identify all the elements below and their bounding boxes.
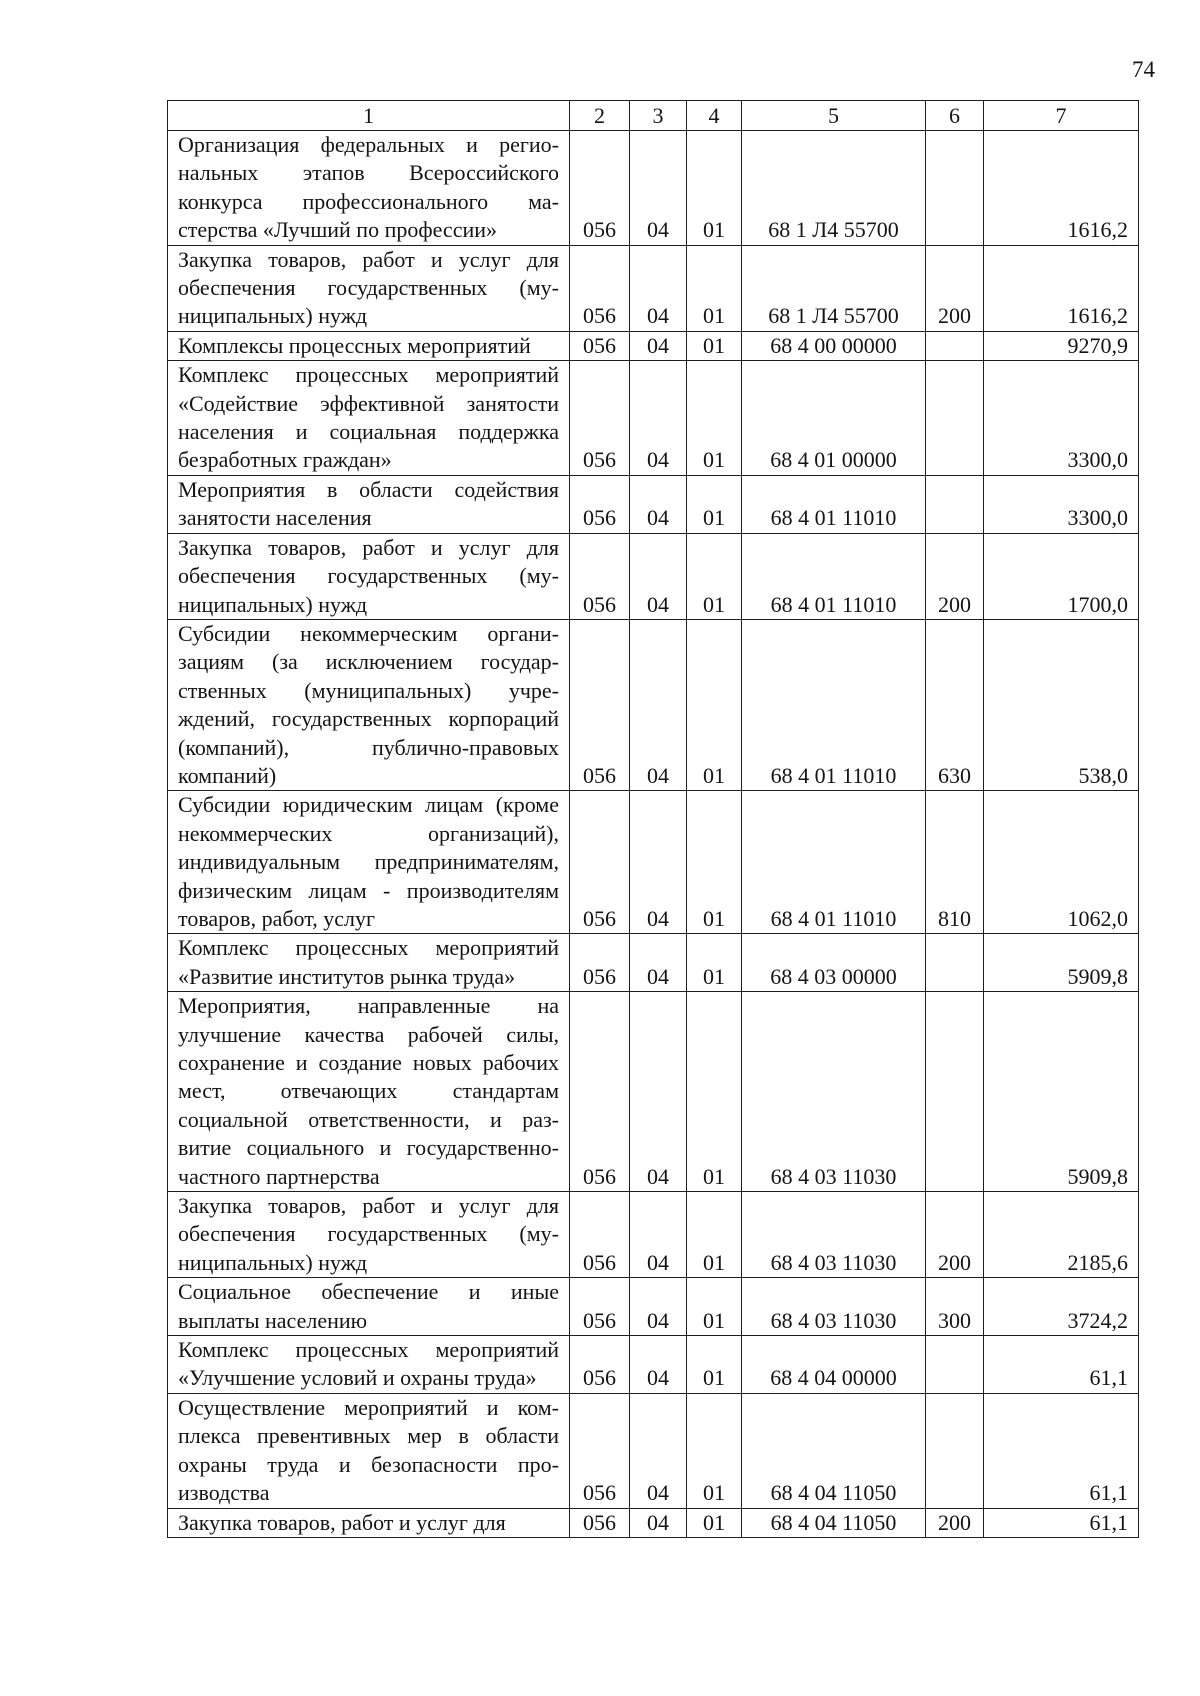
- row-vr-cell: [926, 361, 984, 476]
- row-rz-cell: 04: [630, 1508, 687, 1537]
- row-vr-cell: [926, 1336, 984, 1394]
- row-csr-cell: 68 4 01 00000: [742, 361, 926, 476]
- row-rz-cell: 04: [630, 1192, 687, 1278]
- row-rz-cell: 04: [630, 331, 687, 360]
- row-vr-cell: [926, 1393, 984, 1508]
- row-rz-cell: 04: [630, 619, 687, 790]
- row-sum-cell: 1616,2: [984, 131, 1139, 246]
- table-header-row: [168, 101, 1139, 131]
- row-vr-cell: 810: [926, 791, 984, 934]
- row-pr-cell: 01: [687, 245, 742, 331]
- row-ved-cell: 056: [570, 533, 630, 619]
- row-sum-cell: 61,1: [984, 1393, 1139, 1508]
- row-csr-cell: 68 1 Л4 55700: [742, 131, 926, 246]
- header-cell-2: 2: [570, 101, 630, 131]
- row-rz-cell: 04: [630, 1278, 687, 1336]
- row-ved-cell: 056: [570, 992, 630, 1192]
- row-vr-cell: [926, 934, 984, 992]
- row-ved-cell: 056: [570, 1508, 630, 1537]
- row-name-cell: Осуществление мероприятий и комплекса превентивных мер в области охраны труда и безопасности производства: [168, 1393, 570, 1508]
- row-name-cell: Закупка товаров, работ и услуг для: [168, 1508, 570, 1537]
- row-name-cell: Комплекс процессных мероприятий «Развитие институтов рынка труда»: [168, 934, 570, 992]
- row-pr-cell: 01: [687, 1336, 742, 1394]
- table-row: [168, 533, 1139, 619]
- row-name-cell: Мероприятия в области содействия занятости населения: [168, 475, 570, 533]
- row-csr-cell: 68 4 04 11050: [742, 1508, 926, 1537]
- row-pr-cell: 01: [687, 331, 742, 360]
- row-pr-cell: 01: [687, 1508, 742, 1537]
- row-sum-cell: 1616,2: [984, 245, 1139, 331]
- table-row: [168, 1192, 1139, 1278]
- table-row: [168, 791, 1139, 934]
- row-csr-cell: 68 4 04 11050: [742, 1393, 926, 1508]
- row-rz-cell: 04: [630, 791, 687, 934]
- table-row: [168, 1508, 1139, 1537]
- row-rz-cell: 04: [630, 475, 687, 533]
- table-row: [168, 619, 1139, 790]
- table-row: [168, 245, 1139, 331]
- row-name-cell: Комплекс процессных мероприятий «Содействие эффективной занятости населения и социальная поддержка безработных граждан»: [168, 361, 570, 476]
- row-vr-cell: 630: [926, 619, 984, 790]
- row-rz-cell: 04: [630, 361, 687, 476]
- row-sum-cell: 3300,0: [984, 475, 1139, 533]
- row-csr-cell: 68 4 03 00000: [742, 934, 926, 992]
- row-vr-cell: 200: [926, 533, 984, 619]
- row-rz-cell: 04: [630, 245, 687, 331]
- row-csr-cell: 68 1 Л4 55700: [742, 245, 926, 331]
- row-pr-cell: 01: [687, 992, 742, 1192]
- row-name-cell: Социальное обеспечение и иные выплаты населению: [168, 1278, 570, 1336]
- row-pr-cell: 01: [687, 361, 742, 476]
- row-ved-cell: 056: [570, 131, 630, 246]
- row-csr-cell: 68 4 01 11010: [742, 533, 926, 619]
- row-vr-cell: [926, 331, 984, 360]
- table-row: [168, 131, 1139, 246]
- row-ved-cell: 056: [570, 1393, 630, 1508]
- table-row: [168, 992, 1139, 1192]
- row-ved-cell: 056: [570, 619, 630, 790]
- header-cell-7: 7: [984, 101, 1139, 131]
- header-cell-4: 4: [687, 101, 742, 131]
- table-body: [168, 101, 1139, 1538]
- row-csr-cell: 68 4 01 11010: [742, 475, 926, 533]
- row-sum-cell: 61,1: [984, 1336, 1139, 1394]
- row-name-cell: Мероприятия, направленные на улучшение качества рабочей силы, сохранение и создание новых рабочих мест, отвечающих стандартам социальной ответственности, и развитие социального и государственно-частного партнерства: [168, 992, 570, 1192]
- row-sum-cell: 5909,8: [984, 934, 1139, 992]
- row-rz-cell: 04: [630, 1336, 687, 1394]
- row-name-cell: Комплексы процессных мероприятий: [168, 331, 570, 360]
- row-sum-cell: 3300,0: [984, 361, 1139, 476]
- table-row: [168, 934, 1139, 992]
- row-csr-cell: 68 4 01 11010: [742, 619, 926, 790]
- row-pr-cell: 01: [687, 1278, 742, 1336]
- row-csr-cell: 68 4 03 11030: [742, 1278, 926, 1336]
- row-vr-cell: 200: [926, 1192, 984, 1278]
- row-rz-cell: 04: [630, 131, 687, 246]
- table-row: [168, 1393, 1139, 1508]
- row-pr-cell: 01: [687, 619, 742, 790]
- row-pr-cell: 01: [687, 934, 742, 992]
- row-vr-cell: 200: [926, 1508, 984, 1537]
- row-pr-cell: 01: [687, 533, 742, 619]
- row-vr-cell: [926, 131, 984, 246]
- row-name-cell: Закупка товаров, работ и услуг для обеспечения государственных (муниципальных) нужд: [168, 533, 570, 619]
- row-pr-cell: 01: [687, 791, 742, 934]
- row-name-cell: Субсидии юридическим лицам (кроме некоммерческих организаций), индивидуальным предпринимателям, физическим лицам - производителям товаров, работ, услуг: [168, 791, 570, 934]
- row-ved-cell: 056: [570, 1192, 630, 1278]
- row-rz-cell: 04: [630, 533, 687, 619]
- row-sum-cell: 61,1: [984, 1508, 1139, 1537]
- row-pr-cell: 01: [687, 131, 742, 246]
- row-vr-cell: 300: [926, 1278, 984, 1336]
- table-row: [168, 361, 1139, 476]
- header-cell-5: 5: [742, 101, 926, 131]
- row-sum-cell: 1062,0: [984, 791, 1139, 934]
- header-cell-6: 6: [926, 101, 984, 131]
- row-pr-cell: 01: [687, 1393, 742, 1508]
- row-sum-cell: 2185,6: [984, 1192, 1139, 1278]
- row-name-cell: Субсидии некоммерческим организациям (за исключением государственных (муниципальных) учреждений, государственных корпораций (компаний), публично-правовых компаний): [168, 619, 570, 790]
- row-pr-cell: 01: [687, 475, 742, 533]
- row-ved-cell: 056: [570, 1336, 630, 1394]
- row-csr-cell: 68 4 03 11030: [742, 992, 926, 1192]
- row-sum-cell: 9270,9: [984, 331, 1139, 360]
- row-ved-cell: 056: [570, 475, 630, 533]
- row-sum-cell: 3724,2: [984, 1278, 1139, 1336]
- row-csr-cell: 68 4 01 11010: [742, 791, 926, 934]
- table-row: [168, 331, 1139, 360]
- row-ved-cell: 056: [570, 934, 630, 992]
- row-sum-cell: 538,0: [984, 619, 1139, 790]
- row-pr-cell: 01: [687, 1192, 742, 1278]
- row-ved-cell: 056: [570, 1278, 630, 1336]
- page-number: 74: [1132, 57, 1155, 82]
- row-vr-cell: 200: [926, 245, 984, 331]
- row-ved-cell: 056: [570, 331, 630, 360]
- row-name-cell: Комплекс процессных мероприятий «Улучшение условий и охраны труда»: [168, 1336, 570, 1394]
- table-row: [168, 1336, 1139, 1394]
- row-rz-cell: 04: [630, 1393, 687, 1508]
- row-csr-cell: 68 4 00 00000: [742, 331, 926, 360]
- row-csr-cell: 68 4 04 00000: [742, 1336, 926, 1394]
- budget-table: [167, 100, 1139, 1538]
- row-rz-cell: 04: [630, 992, 687, 1192]
- row-ved-cell: 056: [570, 361, 630, 476]
- row-csr-cell: 68 4 03 11030: [742, 1192, 926, 1278]
- row-ved-cell: 056: [570, 245, 630, 331]
- row-rz-cell: 04: [630, 934, 687, 992]
- row-vr-cell: [926, 992, 984, 1192]
- header-cell-3: 3: [630, 101, 687, 131]
- row-name-cell: Закупка товаров, работ и услуг для обеспечения государственных (муниципальных) нужд: [168, 1192, 570, 1278]
- row-name-cell: Организация федеральных и региональных этапов Всероссийского конкурса профессионального мастерства «Лучший по профессии»: [168, 131, 570, 246]
- row-sum-cell: 5909,8: [984, 992, 1139, 1192]
- table-row: [168, 1278, 1139, 1336]
- header-cell-1: 1: [168, 101, 570, 131]
- row-ved-cell: 056: [570, 791, 630, 934]
- row-sum-cell: 1700,0: [984, 533, 1139, 619]
- row-name-cell: Закупка товаров, работ и услуг для обеспечения государственных (муниципальных) нужд: [168, 245, 570, 331]
- table-row: [168, 475, 1139, 533]
- row-vr-cell: [926, 475, 984, 533]
